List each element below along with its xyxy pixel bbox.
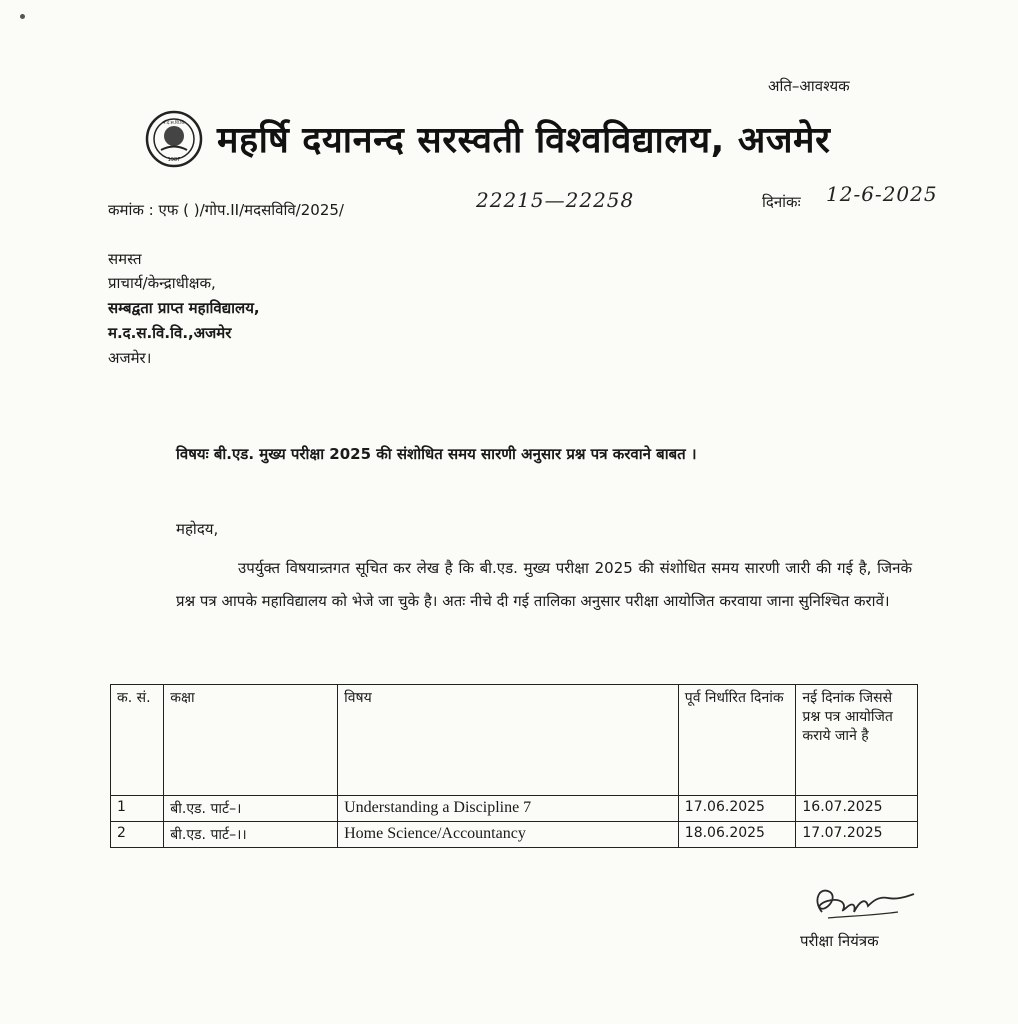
university-name: महर्षि दयानन्द सरस्वती विश्वविद्यालय, अजमेर <box>217 120 831 161</box>
body-paragraph <box>176 552 912 618</box>
cell-class: बी.एड. पार्ट–।। <box>164 822 338 848</box>
subject-line: विषयः बी.एड. मुख्य परीक्षा 2025 की संशोधित समय सारणी अनुसार प्रश्न पत्र करवाने बाबत । <box>176 445 697 463</box>
urgency-label: अति–आवश्यक <box>768 77 850 95</box>
header-old-date: पूर्व निर्धारित दिनांक <box>678 685 796 796</box>
header-subject: विषय <box>338 685 679 796</box>
cell-serial: 1 <box>111 796 164 822</box>
cell-new-date: 17.07.2025 <box>796 822 918 848</box>
header-serial: क. सं. <box>111 685 164 796</box>
date-handwritten: 12-6-2025 <box>826 182 938 206</box>
table-row <box>111 796 918 822</box>
date-label: दिनांकः <box>762 193 801 211</box>
salutation: महोदय, <box>176 520 219 538</box>
signatory-title: परीक्षा नियंत्रक <box>800 932 879 950</box>
addressee-line: म.द.स.वि.वि.,अजमेर <box>108 324 232 342</box>
logo-text: म.द.स.वि.वि. <box>162 121 186 126</box>
header-class: कक्षा <box>164 685 338 796</box>
body-text: उपर्युक्त विषयान्र्तगत सूचित कर लेख है कि बी.एड. मुख्य परीक्षा 2025 की संशोधित समय सारणी जारी की गई है, जिनके प्रश्न पत्र आपके महाविद्यालय को भेजे जा चुके है। अतः नीचे दी गई तालिका अनुसार परीक्षा आयोजित करवाया जाना सुनिश्चित करावें। <box>176 559 912 610</box>
schedule-table <box>110 684 918 848</box>
table-header-row <box>111 685 918 796</box>
addressee-line: समस्त <box>108 250 142 268</box>
signature-icon <box>808 882 918 928</box>
page-speck <box>20 14 25 19</box>
reference-number-handwritten: 22215—22258 <box>476 188 635 212</box>
reference-label: कमांक : एफ ( )/गोप.II/मदसविवि/2025/ <box>108 201 344 219</box>
cell-old-date: 17.06.2025 <box>678 796 796 822</box>
addressee-line: प्राचार्य/केन्द्राधीक्षक, <box>108 274 216 292</box>
logo-year: 1987 <box>167 157 181 163</box>
cell-old-date: 18.06.2025 <box>678 822 796 848</box>
university-logo-icon <box>145 110 203 168</box>
cell-new-date: 16.07.2025 <box>796 796 918 822</box>
addressee-line: सम्बद्वता प्राप्त महाविद्यालय, <box>108 299 260 317</box>
header-new-date: नई दिनांक जिससे प्रश्न पत्र आयोजित कराये जाने है <box>796 685 918 796</box>
table-row <box>111 822 918 848</box>
cell-serial: 2 <box>111 822 164 848</box>
cell-subject: Understanding a Discipline 7 <box>338 796 679 822</box>
cell-subject: Home Science/Accountancy <box>338 822 679 848</box>
addressee-line: अजमेर। <box>108 349 152 367</box>
cell-class: बी.एड. पार्ट–। <box>164 796 338 822</box>
